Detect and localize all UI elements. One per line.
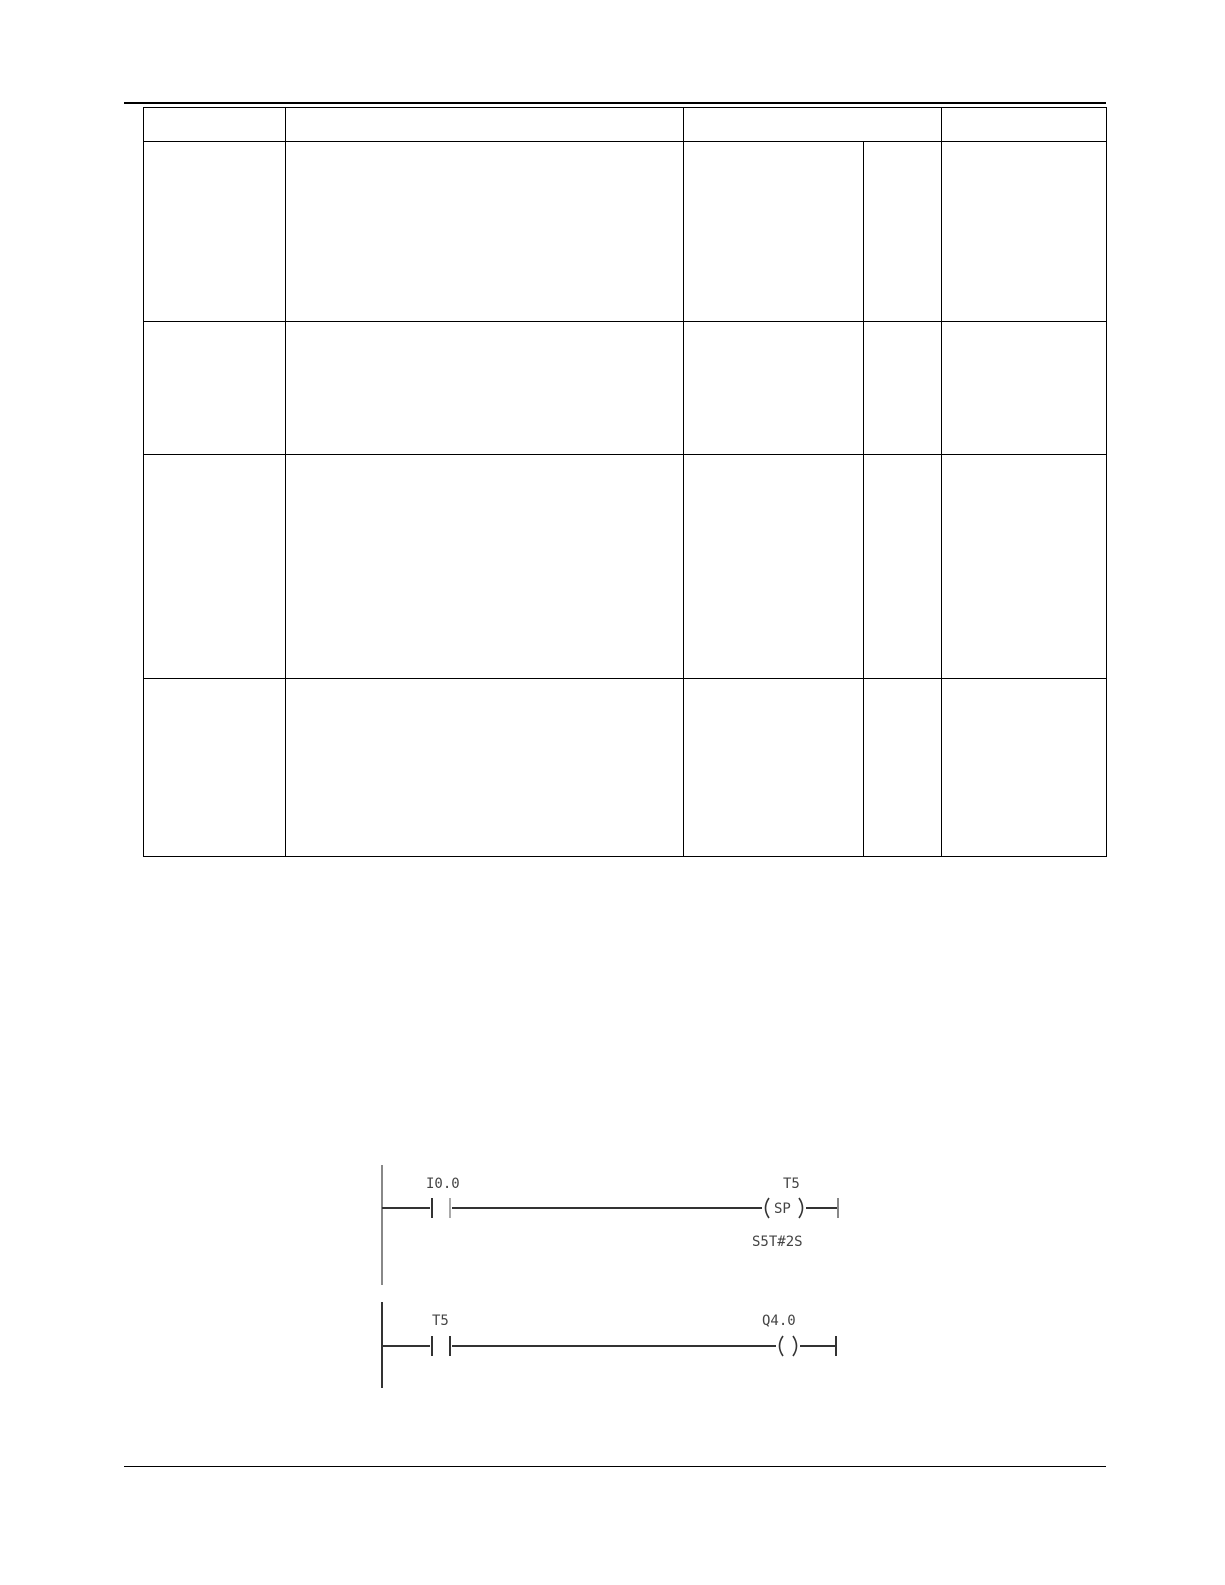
table-row (144, 455, 1107, 679)
table-cell (144, 455, 286, 679)
table-cell (286, 322, 684, 455)
table-cell (286, 679, 684, 857)
table-cell (684, 455, 864, 679)
normally-open-contact (432, 1198, 450, 1218)
table-cell (864, 679, 942, 857)
table-cell (684, 679, 864, 857)
table-row (144, 322, 1107, 455)
table-cell (864, 322, 942, 455)
table-cell (144, 108, 286, 142)
table-cell (286, 455, 684, 679)
timer-address-label: T5 (783, 1176, 800, 1192)
table-cell (684, 142, 864, 322)
table-row (144, 679, 1107, 857)
timer-preset-label: S5T#2S (752, 1234, 803, 1250)
table-header-row (144, 108, 1107, 142)
table-cell (942, 142, 1107, 322)
coil-address-label: Q4.0 (762, 1313, 796, 1329)
contact-address-label: I0.0 (426, 1176, 460, 1192)
table-cell (286, 108, 684, 142)
timer-coil-type: SP (774, 1201, 791, 1217)
table-cell (684, 108, 942, 142)
ladder-rung-2 (382, 1302, 836, 1388)
table-cell (864, 455, 942, 679)
document-table (143, 107, 1107, 857)
table-cell (864, 142, 942, 322)
normally-open-contact (432, 1336, 450, 1356)
ladder-diagram (370, 1160, 850, 1395)
table-cell (144, 322, 286, 455)
footer-rule (124, 1466, 1106, 1467)
header-rule (124, 102, 1106, 104)
table-row (144, 142, 1107, 322)
contact-address-label: T5 (432, 1313, 449, 1329)
table-cell (286, 142, 684, 322)
table-cell (942, 108, 1107, 142)
table-cell (942, 455, 1107, 679)
table-cell (144, 142, 286, 322)
table-cell (144, 679, 286, 857)
table-cell (684, 322, 864, 455)
table-cell (942, 679, 1107, 857)
ladder-rung-1 (382, 1165, 838, 1285)
table-cell (942, 322, 1107, 455)
output-coil (780, 1336, 797, 1356)
